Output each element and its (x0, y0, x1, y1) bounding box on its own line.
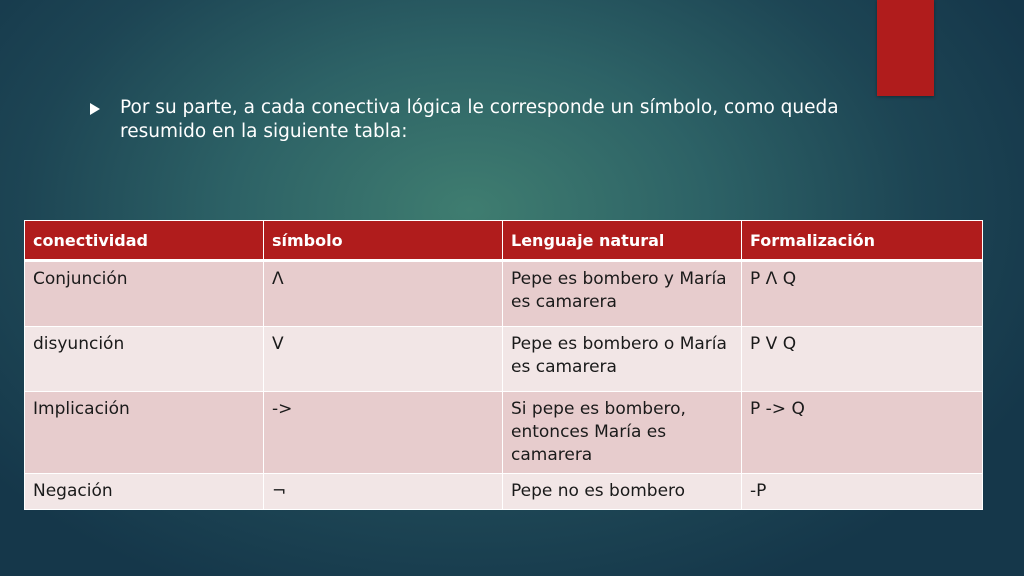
cell-formalization: P -> Q (742, 392, 983, 474)
bullet-text: Por su parte, a cada conectiva lógica le corresponde un símbolo, como queda resumido en la siguiente tabla: (120, 97, 839, 142)
connectives-table (24, 220, 983, 510)
cell-formalization: -P (742, 474, 983, 510)
table-row (25, 261, 983, 327)
cell-symbol: -> (264, 392, 503, 474)
accent-tab (877, 0, 934, 96)
header-formalization: Formalización (742, 221, 983, 261)
triangle-bullet-icon (90, 103, 100, 115)
table-row (25, 392, 983, 474)
cell-connective: Implicación (25, 392, 264, 474)
cell-natural-language: Pepe es bombero o María es camarera (503, 327, 742, 392)
cell-connective: disyunción (25, 327, 264, 392)
cell-symbol: V (264, 327, 503, 392)
cell-symbol: Λ (264, 261, 503, 327)
header-symbol: símbolo (264, 221, 503, 261)
table-row (25, 327, 983, 392)
cell-natural-language: Pepe es bombero y María es camarera (503, 261, 742, 327)
cell-symbol: ¬ (264, 474, 503, 510)
header-connective: conectividad (25, 221, 264, 261)
cell-natural-language: Pepe no es bombero (503, 474, 742, 510)
header-natural-language: Lenguaje natural (503, 221, 742, 261)
cell-natural-language: Si pepe es bombero, entonces María es camarera (503, 392, 742, 474)
table-row (25, 474, 983, 510)
cell-formalization: P V Q (742, 327, 983, 392)
cell-connective: Negación (25, 474, 264, 510)
bullet-point (90, 96, 850, 144)
cell-connective: Conjunción (25, 261, 264, 327)
table-header-row (25, 221, 983, 261)
cell-formalization: P Λ Q (742, 261, 983, 327)
